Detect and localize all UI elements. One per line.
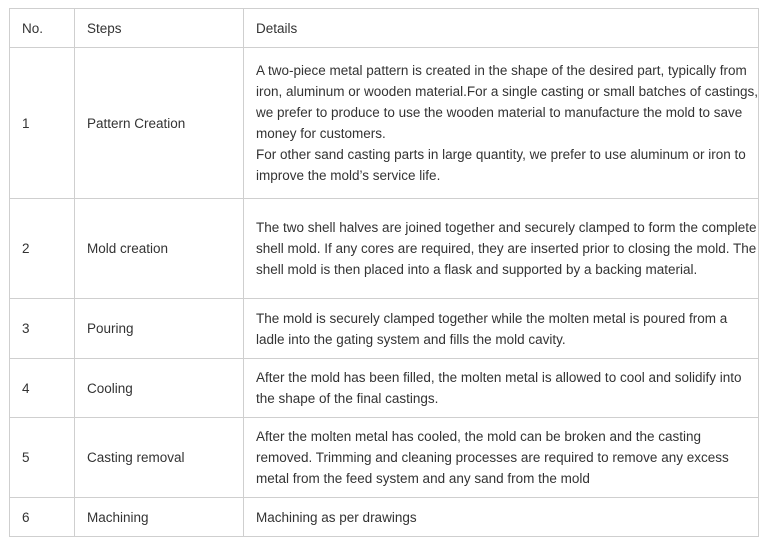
details-paragraph: After the mold has been filled, the molten metal is allowed to cool and solidify into the shape of the final castings.: [256, 370, 742, 406]
step-name: Casting removal: [75, 418, 244, 498]
table-row: [10, 199, 759, 299]
table-row: [10, 359, 759, 418]
details-paragraph: After the molten metal has cooled, the mold can be broken and the casting removed. Trimming and cleaning processes are required to remove any excess metal from the feed system and any sand from the mold: [256, 429, 729, 486]
row-number: 5: [10, 418, 75, 498]
row-number: 4: [10, 359, 75, 418]
step-details: [244, 359, 759, 418]
details-paragraph: For other sand casting parts in large quantity, we prefer to use aluminum or iron to improve the mold’s service life.: [256, 147, 746, 183]
row-number: 1: [10, 48, 75, 199]
step-name: Mold creation: [75, 199, 244, 299]
step-name: Cooling: [75, 359, 244, 418]
step-details: [244, 418, 759, 498]
table-row: [10, 498, 759, 537]
header-details: Details: [244, 9, 759, 48]
details-paragraph: The two shell halves are joined together and securely clamped to form the complete shell mold. If any cores are required, they are inserted prior to closing the mold. The shell mold is then placed into a flask and supported by a backing material.: [256, 220, 757, 277]
details-paragraph: The mold is securely clamped together while the molten metal is poured from a ladle into the gating system and fills the mold cavity.: [256, 310, 728, 347]
step-name: Pouring: [75, 299, 244, 359]
row-number: 3: [10, 299, 75, 359]
step-name: Machining: [75, 498, 244, 537]
header-steps: Steps: [75, 9, 244, 48]
table-row: [10, 299, 759, 359]
step-details: [244, 199, 759, 299]
step-details: [244, 48, 759, 199]
step-details: [244, 299, 759, 359]
details-paragraph: Machining as per drawings: [256, 509, 417, 525]
row-number: 6: [10, 498, 75, 537]
row-number: 2: [10, 199, 75, 299]
process-steps-table: [9, 8, 759, 537]
table-row: [10, 48, 759, 199]
table-row: [10, 418, 759, 498]
header-no: No.: [10, 9, 75, 48]
step-name: Pattern Creation: [75, 48, 244, 199]
details-paragraph: A two-piece metal pattern is created in the shape of the desired part, typically from iron, aluminum or wooden material.For a single casting or small batches of castings, we prefer to produce to use the wooden material to manufacture the mold to save money for customers.: [256, 63, 758, 141]
step-details: [244, 498, 759, 537]
table-header-row: [10, 9, 759, 48]
